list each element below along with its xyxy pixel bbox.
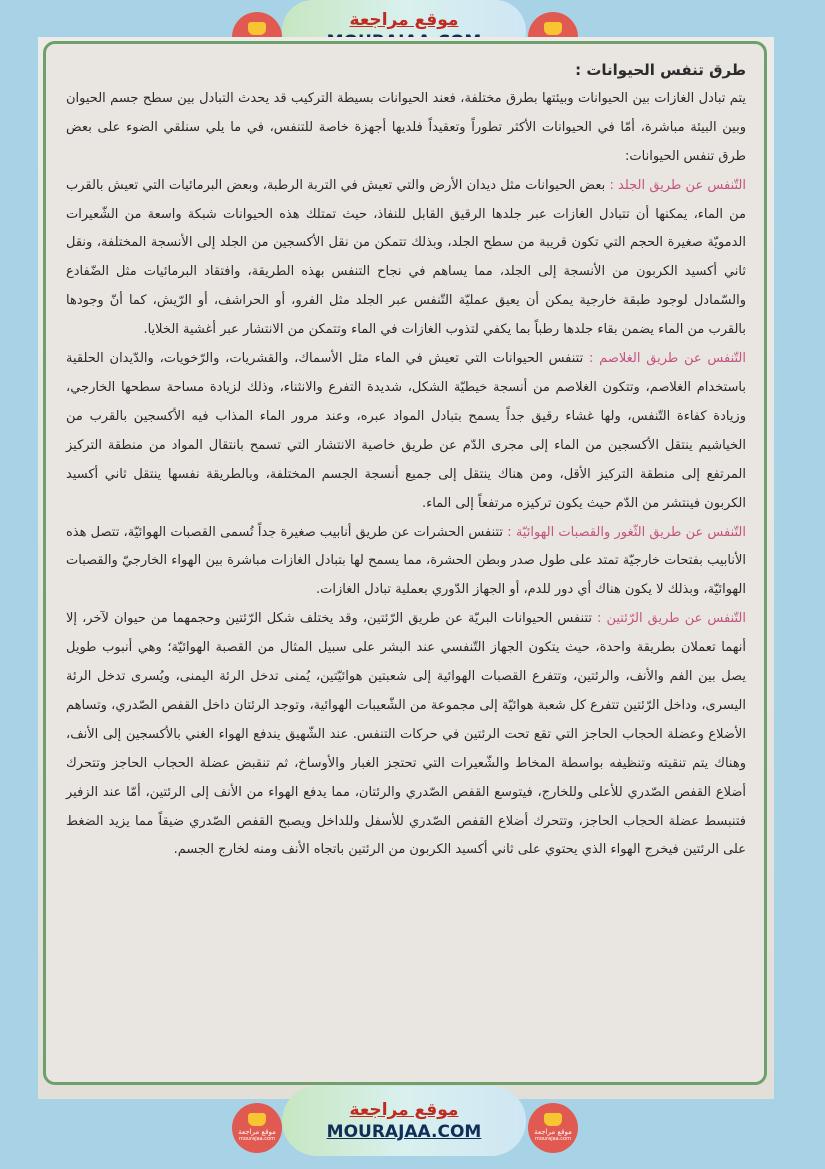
cup-icon bbox=[248, 22, 266, 35]
banner-site-url[interactable]: MOURAJAA.COM bbox=[326, 1122, 482, 1142]
banner-arabic-title[interactable]: موقع مراجعة bbox=[349, 1100, 459, 1120]
section-skin bbox=[66, 172, 746, 345]
section-body: تتنفس الحيوانات التي تعيش في الماء مثل الأسماك، والقشريات، والرّخويات، والدّيدان الحلقية باستخدام الغلاصم، وتتكون الغلاصم من أنسجة خيطيّة الشكل، شديدة التفرع والانثناء، وذلك لزيادة مساحة سطحها الخارجي، وزيادة كفاءة التّنفس، ولها غشاء رقيق جداً يسمح بتبادل المواد عبره، وعند مرور الماء المذاب فيه الأكسجين بالقرب من الخياشيم ينتقل الأكسجين من الماء إلى مجرى الدّم عن طريق خاصية الانتشار التي تسمح بانتقال المواد من منطقة التركيز المرتفع إلى منطقة التركيز الأقل، ومن هناك ينتقل إلى جميع أنسجة الجسم المختلفة، وبالطريقة نفسها ينتقل ثاني أكسيد الكربون فينتشر من الدّم حيث يكون تركيزه مرتفعاً إلى الماء. bbox=[66, 351, 746, 511]
section-heading: التّنفس عن طريق الغلاصم : bbox=[589, 351, 746, 367]
cup-icon bbox=[544, 22, 562, 35]
section-gills bbox=[66, 345, 746, 518]
section-heading: التّنفس عن طريق الجلد : bbox=[609, 177, 746, 193]
logo-text: موقع مراجعة bbox=[238, 1128, 276, 1136]
banner-arabic-title[interactable]: موقع مراجعة bbox=[349, 10, 459, 30]
logo-url: mourajaa.com bbox=[534, 1136, 571, 1142]
section-heading: التّنفس عن طريق الرّئتين : bbox=[597, 611, 746, 627]
section-heading: التّنفس عن طريق الثّغور والقصبات الهوائيّة : bbox=[507, 524, 746, 540]
logo-text: موقع مراجعة bbox=[534, 1128, 572, 1136]
intro-paragraph: يتم تبادل الغازات بين الحيوانات وبيئتها بطرق مختلفة، فعند الحيوانات بسيطة التركيب قد يحدث التبادل بين سطح جسم الحيوان وبين البيئة مباشرة، أمّا في الحيوانات الأكثر تطوراً وتعقيداً فلديها أجهزة خاصة للتنفس، في ما يلي سنلقي الضوء على بعض طرق تنفس الحيوانات: bbox=[66, 90, 746, 164]
section-tracheae bbox=[66, 519, 746, 606]
scanned-page bbox=[38, 37, 774, 1099]
cup-icon bbox=[248, 1113, 266, 1126]
site-banner-bottom[interactable] bbox=[282, 1086, 526, 1156]
section-body: تتنفس الحشرات عن طريق أنابيب صغيرة جداً تُسمى القصبات الهوائيّة، تتصل هذه الأنابيب بفتحات خارجيّة تمتد على طول صدر وبطن الحشرة، مما يسمح لها بتبادل الغازات مباشرة بين الهواء الخارجيّ والقصبات الهوائيّة، وبذلك لا يكون هناك أي دور للدم، أو الجهاز الدّوري بعملية تبادل الغازات. bbox=[66, 524, 746, 598]
article-text bbox=[66, 56, 746, 865]
page-title: طرق تنفس الحيوانات : bbox=[575, 61, 746, 79]
site-logo-badge bbox=[528, 1103, 578, 1153]
cup-icon bbox=[544, 1113, 562, 1126]
section-body: تتنفس الحيوانات البريّة عن طريق الرّئتين، وقد يختلف شكل الرّئتين وحجمهما من حيوان لآخر، إلا أنهما تعملان بطريقة واحدة، حيث يتكون الجهاز التّنفسي عند البشر على سبيل المثال من القصبة الهوائيّة؛ وهي أنبوب طويل يصل بين الفم والأنف، والرئتين، وتتفرع القصبات الهوائية إلى شعبتين هوائيّتين، يُمنى تدخل الرئة اليمنى، ويُسرى تدخل الرئة اليسرى، وداخل الرّئتين تتفرع كل شعبة هوائيّة إلى مجموعة من الشّعيبات الهوائية، وتوجد الرئتان داخل القفص الصّدري، وتساهم الأضلاع وعضلة الحجاب الحاجز التي تقع تحت الرئتين في حركات التنفس. عند الشّهيق يندفع الهواء الغني بالأكسجين إلى الأنف، وهناك يتم تنقيته وتنظيفه بواسطة المخاط والشّعيرات التي تحتجز الغبار والأوساخ، ثم تنقبض عضلة الحجاب الحاجز وتتحرك أضلاع القفص الصّدري للأعلى وللخارج، فيتوسع القفص الصّدري والرئتان، مما يدفع الهواء من الأنف إلى الرئتين، أمّا عند الزفير فتنبسط عضلة الحجاب الحاجز، وتتحرك أضلاع القفص الصّدري للأسفل وللداخل ويصبح القفص الصّدري ضيقاً مما يزيد الضغط على الرئتين فيخرج الهواء الذي يحتوي على ثاني أكسيد الكربون من الرئتين باتجاه الأنف ومنه لخارج الجسم. bbox=[66, 611, 746, 858]
site-logo-badge bbox=[232, 1103, 282, 1153]
logo-url: mourajaa.com bbox=[238, 1136, 275, 1142]
section-lungs bbox=[66, 605, 746, 865]
content-frame bbox=[43, 41, 767, 1085]
section-body: بعض الحيوانات مثل ديدان الأرض والتي تعيش في التربة الرطبة، وبعض البرمائيات التي تعيش بالقرب من الماء، يمكنها أن تتبادل الغازات عبر جلدها الرقيق القابل للنفاذ، حيث تمتلك هذه الحيوانات شبكة واسعة من الشّعيرات الدمويّة صغيرة الحجم التي تكون قريبة من سطح الجلد، وبذلك تتمكن من نقل الأكسجين من الجلد إلى الأنسجة المختلفة، ونقل ثاني أكسيد الكربون من الأنسجة إلى الجلد، مما يساهم في نجاح التنفس بهذه الطريقة، وافتقاد البرمائيات مثل الضّفادع والسّمادل لوجود طبقة خارجية يمكن أن يعيق عمليّة التّنفس عبر الجلد مثل الفرو، أو الحراشف، أو الرّيش، كما أنّ وجودها بالقرب من الماء يضمن بقاء جلدها رطباً بما يكفي لتذوب الغازات في الماء وتتمكن من الانتشار عبر أغشية الخلايا. bbox=[66, 177, 746, 338]
